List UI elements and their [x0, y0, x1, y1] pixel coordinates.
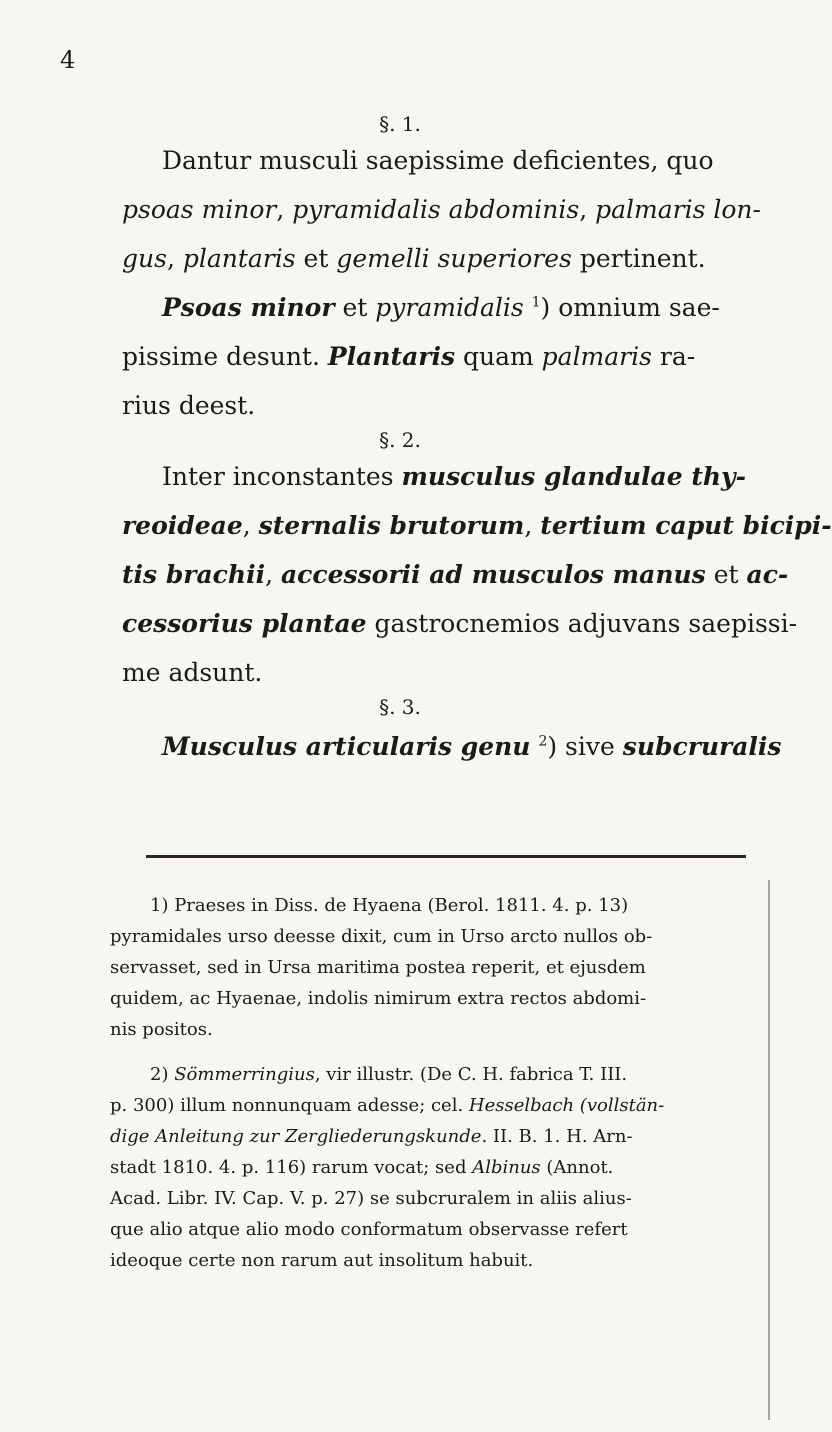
text-line: psoas minor, pyramidalis abdominis, palmaris lon-: [122, 195, 761, 224]
text-line: pissime desunt. Plantaris quam palmaris ra-: [122, 342, 696, 371]
text-line: Inter inconstantes musculus glandulae thy-: [162, 462, 746, 491]
footnote-line: que alio atque alio modo conformatum observasse refert: [110, 1219, 628, 1240]
footnote-line: ideoque certe non rarum aut insolitum habuit.: [110, 1250, 534, 1271]
text-line: Dantur musculi saepissime deficientes, quo: [162, 146, 714, 175]
footnote-line: pyramidales urso deesse dixit, cum in Urso arcto nullos ob-: [110, 926, 653, 947]
footnote-line: 2) Sömmerringius, vir illustr. (De C. H. fabrica T. III.: [150, 1064, 628, 1085]
footnote-line: nis positos.: [110, 1019, 213, 1040]
text-line: reoideae, sternalis brutorum, tertium caput bicipi-: [122, 511, 832, 540]
text-line: gus, plantaris et gemelli superiores pertinent.: [122, 244, 706, 273]
footnote-rule: [146, 855, 746, 858]
section-2-text: [122, 452, 832, 697]
section-mark-3: §. 3.: [379, 695, 421, 719]
footnote-line: stadt 1810. 4. p. 116) rarum vocat; sed Albinus (Annot.: [110, 1157, 614, 1178]
footnote-line: Acad. Libr. IV. Cap. V. p. 27) se subcruralem in aliis alius-: [110, 1188, 632, 1209]
text-line: Musculus articularis genu $^2$) sive subcruralis: [162, 732, 782, 761]
text-line: rius deest.: [122, 391, 256, 420]
text-line: Psoas minor et pyramidalis $^1$) omnium sae-: [162, 293, 720, 322]
section-1-text: [122, 136, 761, 430]
footnote-1: [110, 890, 750, 1045]
page-edge-shadow: [768, 880, 770, 1420]
text-line: cessorius plantae gastrocnemios adjuvans saepissi-: [122, 609, 798, 638]
footnote-line: 1) Praeses in Diss. de Hyaena (Berol. 1811. 4. p. 13): [150, 895, 629, 916]
section-mark-2: §. 2.: [379, 428, 421, 452]
footnote-line: dige Anleitung zur Zergliederungskunde. II. B. 1. H. Arn-: [110, 1126, 633, 1147]
footnote-line: servasset, sed in Ursa maritima postea reperit, et ejusdem: [110, 957, 646, 978]
page-number: 4: [60, 46, 76, 74]
text-line: me adsunt.: [122, 658, 263, 687]
footnote-line: p. 300) illum nonnunquam adesse; cel. Hesselbach (vollstän-: [110, 1095, 665, 1116]
text-line: tis brachii, accessorii ad musculos manus et ac-: [122, 560, 789, 589]
footnote-2: [110, 1059, 750, 1276]
footnotes: [110, 890, 750, 1276]
section-mark-1: §. 1.: [379, 112, 421, 136]
footnote-line: quidem, ac Hyaenae, indolis nimirum extra rectos abdomi-: [110, 988, 647, 1009]
section-3-text: [122, 722, 782, 771]
